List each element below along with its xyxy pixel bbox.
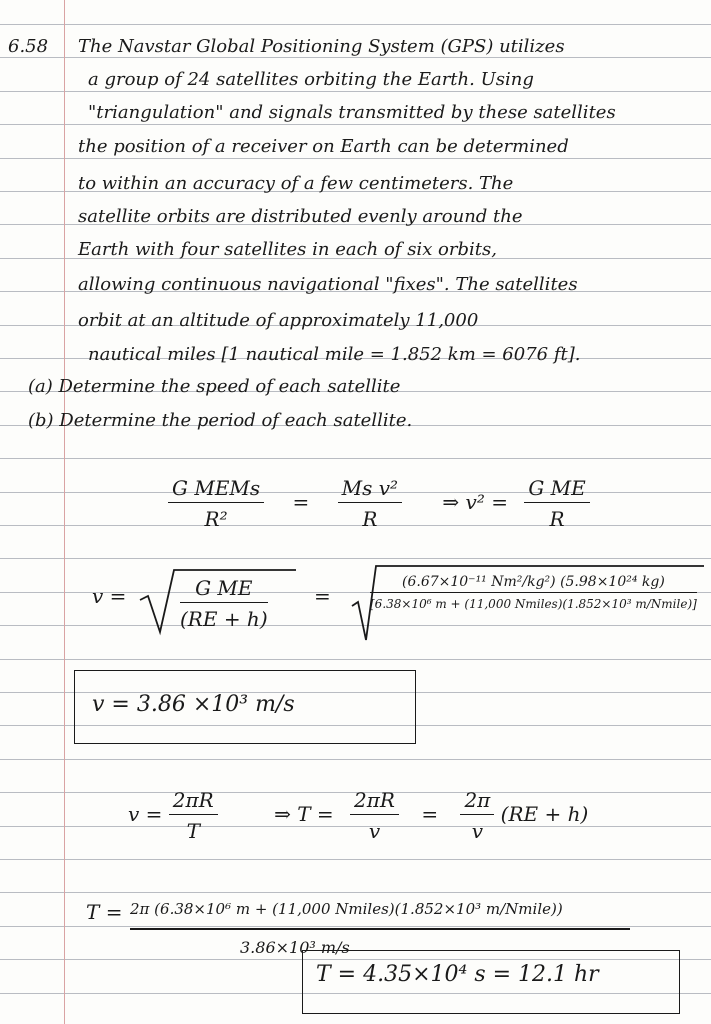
problem-line-5: to within an accuracy of a few centimeters. The	[78, 173, 514, 194]
ruled-line	[0, 859, 711, 860]
speed-radicand-fraction	[180, 576, 268, 631]
problem-line-2: a group of 24 satellites orbiting the Earth. Using	[88, 69, 534, 90]
part-a: (a) Determine the speed of each satellite	[28, 376, 401, 397]
ruled-line	[0, 124, 711, 125]
speed-substitution	[370, 574, 697, 611]
implies-arrow: ⇒ v² =	[442, 490, 508, 514]
period-denominator: v	[368, 819, 381, 843]
ruled-line	[0, 158, 711, 159]
speed-radicand	[180, 576, 268, 631]
problem-line-7: Earth with four satellites in each of six orbits,	[78, 239, 497, 260]
speed-radicand-numerator: G ME	[180, 576, 268, 603]
gravity-fraction	[168, 476, 264, 531]
problem-line-10: nautical miles [1 nautical mile = 1.852 km = 6076 ft].	[88, 344, 581, 365]
ruled-line	[0, 57, 711, 58]
velocity-fraction	[169, 788, 218, 843]
period-label: T =	[86, 900, 123, 924]
problem-line-1: The Navstar Global Positioning System (GPS) utilizes	[78, 36, 565, 57]
period-substitution-denominator: 3.86×10³ m/s	[240, 938, 350, 957]
period-denominator-2: v	[471, 819, 484, 843]
ruled-line	[0, 458, 711, 459]
ruled-line	[0, 24, 711, 25]
problem-line-9: orbit at an altitude of approximately 11,000	[78, 310, 479, 331]
speed-substitution-denominator: [6.38×10⁶ m + (11,000 Nmiles)(1.852×10³ m/Nmile)]	[370, 597, 697, 611]
part-b: (b) Determine the period of each satellite.	[28, 410, 413, 431]
period-implies-arrow: ⇒ T =	[274, 802, 334, 826]
centripetal-numerator: Ms v²	[338, 476, 402, 503]
problem-line-6: satellite orbits are distributed evenly around the	[78, 206, 523, 227]
period-tail: (RE + h)	[500, 802, 589, 826]
v-squared-denominator: R	[549, 507, 565, 531]
ruled-line	[0, 759, 711, 760]
speed-equals: =	[314, 584, 331, 608]
period-numerator: 2πR	[350, 788, 399, 815]
velocity-denominator: T	[186, 819, 200, 843]
velocity-numerator: 2πR	[169, 788, 218, 815]
margin-line	[64, 0, 65, 1024]
ruled-line	[0, 558, 711, 559]
problem-line-4: the position of a receiver on Earth can be determined	[78, 136, 569, 157]
equals-sign: =	[292, 490, 310, 514]
period-v-label: v =	[128, 802, 163, 826]
period-fraction	[350, 788, 399, 843]
speed-label: v =	[92, 584, 127, 608]
problem-line-8: allowing continuous navigational "fixes". The satellites	[78, 274, 578, 295]
period-result: T = 4.35×10⁴ s = 12.1 hr	[316, 962, 599, 987]
ruled-line	[0, 659, 711, 660]
centripetal-fraction	[338, 476, 402, 531]
period-numerator-2: 2π	[460, 788, 494, 815]
gravity-denominator: R²	[204, 507, 228, 531]
problem-line-3: "triangulation" and signals transmitted by these satellites	[88, 102, 616, 123]
ruled-line	[0, 926, 711, 927]
period-fraction-bar	[130, 928, 630, 930]
gravity-numerator: G MEMs	[168, 476, 264, 503]
speed-result: v = 3.86 ×10³ m/s	[92, 692, 295, 717]
centripetal-denominator: R	[362, 507, 378, 531]
force-balance-equation	[168, 476, 590, 531]
ruled-line	[0, 91, 711, 92]
speed-radicand-denominator: (RE + h)	[180, 607, 268, 631]
speed-substitution-fraction	[370, 574, 697, 611]
v-squared-fraction	[524, 476, 589, 531]
ruled-line	[0, 892, 711, 893]
v-squared-numerator: G ME	[524, 476, 589, 503]
problem-number: 6.58	[8, 36, 49, 57]
period-fraction-2	[460, 788, 494, 843]
period-equals: =	[421, 802, 439, 826]
period-derivation	[128, 788, 588, 843]
period-substitution-numerator: 2π (6.38×10⁶ m + (11,000 Nmiles)(1.852×10³ m/Nmile))	[130, 900, 563, 918]
speed-substitution-numerator: (6.67×10⁻¹¹ Nm²/kg²) (5.98×10²⁴ kg)	[370, 574, 697, 593]
